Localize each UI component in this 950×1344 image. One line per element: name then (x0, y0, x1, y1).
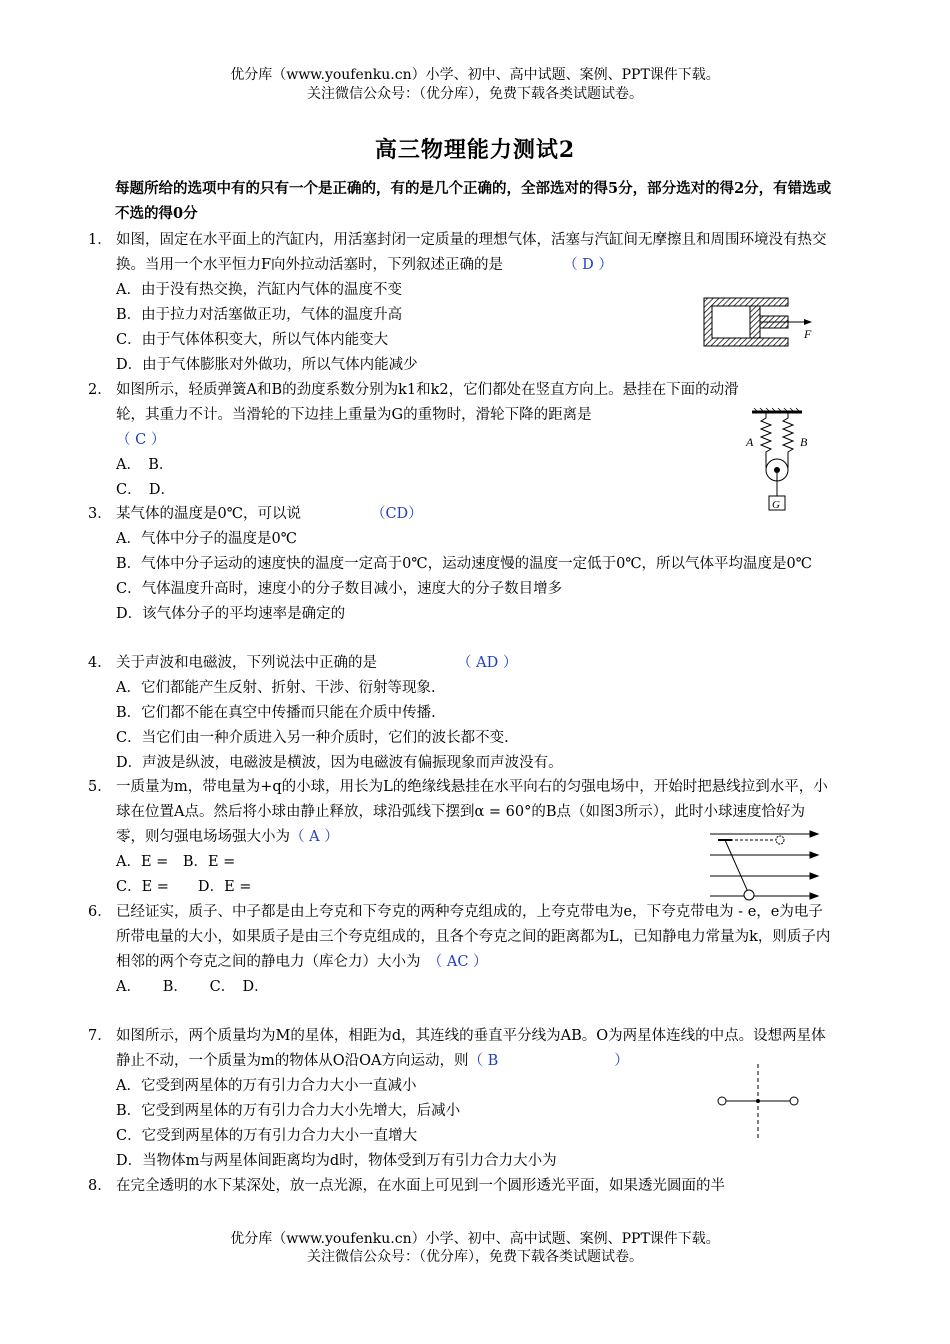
answer: （ B ） (468, 1053, 629, 1069)
option-a: A．由于没有热交换，汽缸内气体的温度不变 (116, 282, 402, 298)
question-stem: 一质量为m，带电量为+q的小球，用长为L的绝缘线悬挂在水平向右的匀强电场中，开始时把悬线拉到水平，小球在位置A点。然后将小球由静止释放，球沿弧线下摆到α = 60°的B点（如图3所示），此时小球速度恰好为零，则匀强电场场强大小为 (116, 779, 828, 845)
question-number: 4． (88, 655, 112, 671)
option-b: B．它受到两星体的万有引力合力大小先增大，后减小 (116, 1103, 461, 1119)
force-label: F (804, 327, 812, 341)
option-b: B．由于拉力对活塞做正功，气体的温度升高 (116, 307, 403, 323)
weight-label: G (772, 499, 780, 511)
question-number: 8． (88, 1178, 112, 1194)
question-4 (88, 651, 833, 776)
answer: （ C ） (116, 432, 166, 448)
option-cd: C． D． (116, 482, 175, 498)
option-a: A．它受到两星体的万有引力合力大小一直减小 (116, 1078, 417, 1094)
options: A． B． C． D． (116, 979, 269, 995)
question-number: 5． (88, 779, 112, 795)
header-line-1: 优分库（www.youfenku.cn）小学、初中、高中试题、案例、PPT课件下载。 (230, 67, 720, 83)
question-stem: 在完全透明的水下某深处，放一点光源，在水面上可见到一个圆形透光平面，如果透光圆面的半 (116, 1178, 725, 1194)
question-8 (88, 1174, 833, 1199)
option-d: D．该气体分子的平均速率是确定的 (116, 606, 346, 622)
question-number: 7． (88, 1028, 112, 1044)
option-d: D．由于气体膨胀对外做功，所以气体内能减少 (116, 357, 418, 373)
option-cd: C．E = D．E = (116, 879, 252, 895)
option-b: B．气体中分子运动的速度快的温度一定高于0℃，运动速度慢的温度一定低于0℃，所以气体平均温度是0℃ (116, 556, 812, 572)
option-c: C．由于气体体积变大，所以气体内能变大 (116, 332, 389, 348)
spring-pulley-figure (740, 406, 820, 516)
header-line-2: 关注微信公众号：（优分库），免费下载各类试题试卷。 (307, 86, 643, 102)
question-number: 3． (88, 506, 112, 522)
question-stem: 某气体的温度是0℃，可以说 (116, 506, 301, 522)
question-number: 2． (88, 382, 112, 398)
spring-b-label: B (800, 435, 808, 449)
answer: （ A ） (290, 829, 339, 845)
option-c: C．气体温度升高时，速度小的分子数目减小，速度大的分子数目增多 (116, 581, 563, 597)
question-stem: 如图所示，两个质量均为M的星体，相距为d，其连线的垂直平分线为AB。O为两星体连线的中点。设想两星体静止不动，一个质量为m的物体从O沿OA方向运动，则 (116, 1028, 826, 1069)
question-stem: 如图所示，轻质弹簧A和B的劲度系数分别为k1和k2，它们都处在竖直方向上。悬挂在下面的动滑轮，其重力不计。当滑轮的下边挂上重量为G的重物时，滑轮下降的距离是 (116, 382, 739, 423)
cylinder-piston-figure (700, 294, 820, 350)
page-title: 高三物理能力测试2 (374, 137, 576, 163)
option-ab: A．E = B．E = (116, 854, 236, 870)
option-c: C．它受到两星体的万有引力合力大小一直增大 (116, 1128, 418, 1144)
option-b: B．它们都不能在真空中传播而只能在介质中传播. (116, 705, 436, 721)
answer: （ AC ） (435, 954, 488, 970)
question-number: 6． (88, 904, 112, 920)
footer-line-1: 优分库（www.youfenku.cn）小学、初中、高中试题、案例、PPT课件下载。 (230, 1231, 720, 1247)
answer: （ D ） (563, 257, 613, 273)
option-c: C．当它们由一种介质进入另一种介质时，它们的波长都不变. (116, 730, 509, 746)
option-d: D．当物体m与两星体间距离均为d时，物体受到万有引力合力大小为 (116, 1153, 557, 1169)
question-3 (88, 502, 833, 627)
question-stem: 如图，固定在水平面上的汽缸内，用活塞封闭一定质量的理想气体，活塞与汽缸间无摩擦且和周围环境没有热交换。当用一个水平恒力F向外拉动活塞时，下列叙述正确的是 (116, 232, 827, 273)
electric-field-pendulum-figure (706, 824, 822, 906)
answer: （CD） (370, 506, 423, 522)
instructions: 每题所给的选项中有的只有一个是正确的，有的是几个正确的，全部选对的得5分，部分选对的得2分，有错选或不选的得0分 (115, 180, 832, 222)
answer: （ AD ） (457, 655, 518, 671)
option-a: A．它们都能产生反射、折射、干涉、衍射等现象. (116, 680, 436, 696)
question-stem: 已经证实，质子、中子都是由上夸克和下夸克的两种夸克组成的，上夸克带电为e，下夸克带电为 - e，e为电子所带电量的大小，如果质子是由三个夸克组成的，且各个夸克之间的距离都为L，已知静电力常量为k，则质子内相邻的两个夸克之间的静电力（库仑力）大小为 (116, 904, 831, 970)
option-d: D．声波是纵波，电磁波是横波，因为电磁波有偏振现象而声波没有。 (116, 755, 563, 771)
question-number: 1． (88, 232, 112, 248)
two-stars-figure (712, 1062, 804, 1140)
question-stem: 关于声波和电磁波，下列说法中正确的是 (116, 655, 377, 671)
question-6 (88, 900, 833, 1000)
footer-line-2: 关注微信公众号：（优分库），免费下载各类试题试卷。 (307, 1249, 643, 1265)
spring-a-label: A (746, 435, 754, 449)
option-ab: A． B． (116, 457, 174, 473)
option-a: A．气体中分子的温度是0℃ (116, 531, 297, 547)
question-2 (88, 378, 833, 503)
